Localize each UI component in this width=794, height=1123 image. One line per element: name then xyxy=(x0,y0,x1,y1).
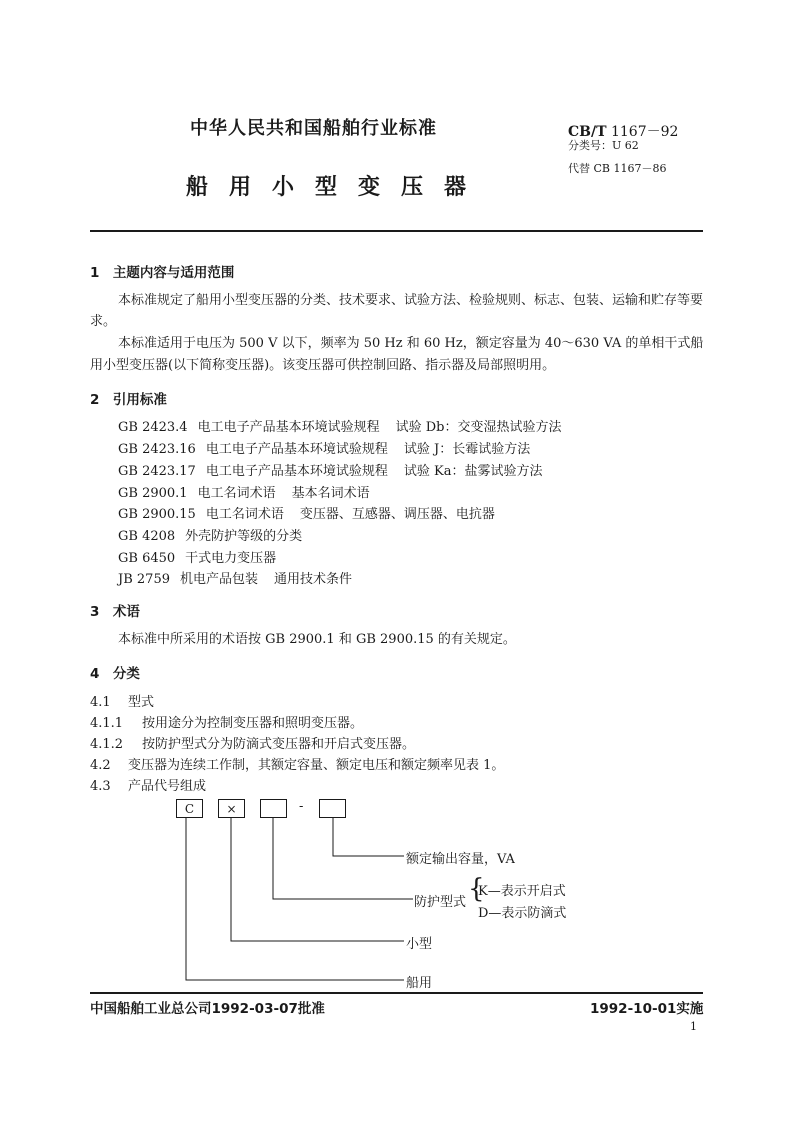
section-2-heading: 2 引用标准 xyxy=(90,392,167,408)
reference-title: 干式电力变压器 xyxy=(185,551,277,566)
clause-text: 型式 xyxy=(128,695,155,710)
standard-category-title: 中华人民共和国船舶行业标准 xyxy=(190,118,437,139)
clause-text: 按用途分为控制变压器和照明变压器。 xyxy=(142,716,364,731)
code-box-small: × xyxy=(218,799,245,818)
clause-number: 4.1.2 xyxy=(90,737,124,752)
reference-code: GB 6450 xyxy=(118,551,176,566)
reference-subtitle: 变压器、互感器、调压器、电抗器 xyxy=(299,507,495,522)
effective-date: 1992-10-01实施 xyxy=(590,1001,704,1017)
code-dash: - xyxy=(299,799,304,814)
clause-number: 4.3 xyxy=(90,779,111,794)
page-number: 1 xyxy=(690,1020,697,1033)
replaces-standard: 代替 CB 1167－86 xyxy=(568,162,667,175)
section-3-para: 本标准中所采用的术语按 GB 2900.1 和 GB 2900.15 的有关规定。 xyxy=(118,632,516,647)
section-4-heading: 4 分类 xyxy=(90,666,140,682)
clause-text: 按防护型式分为防滴式变压器和开启式变压器。 xyxy=(142,737,416,752)
reference-subtitle: 试验 Ka：盐雾试验方法 xyxy=(403,464,543,479)
reference-title: 电工电子产品基本环境试验规程 xyxy=(197,420,380,435)
reference-subtitle: 通用技术条件 xyxy=(274,572,353,587)
reference-code: GB 2900.15 xyxy=(118,507,196,522)
approval-note: 中国船舶工业总公司1992-03-07批准 xyxy=(90,1001,325,1017)
clause-text: 变压器为连续工作制，其额定容量、额定电压和额定频率见表 1。 xyxy=(128,758,505,773)
label-protection-type: 防护型式 xyxy=(414,895,467,910)
reference-subtitle: 试验 Db：交变湿热试验方法 xyxy=(395,420,562,435)
section-1-para1-line1: 本标准规定了船用小型变压器的分类、技术要求、试验方法、检验规则、标志、包装、运输和贮存等要 xyxy=(118,293,704,308)
section-1-para2-line2: 用小型变压器(以下简称变压器)。该变压器可供控制回路、指示器及局部照明用。 xyxy=(90,358,556,373)
label-rated-capacity: 额定输出容量，VA xyxy=(406,852,515,867)
section-1-heading: 1 主题内容与适用范围 xyxy=(90,265,235,281)
section-3-heading: 3 术语 xyxy=(90,604,140,620)
clause-number: 4.1 xyxy=(90,695,111,710)
section-1-para2-line1: 本标准适用于电压为 500 V 以下，频率为 50 Hz 和 60 Hz，额定容量为 40～630 VA 的单相干式船 xyxy=(118,336,704,351)
section-1-para1-line2: 求。 xyxy=(90,314,117,329)
brace-symbol: { xyxy=(468,874,485,904)
option-drip-proof-type: D—表示防滴式 xyxy=(478,906,567,921)
clause-number: 4.2 xyxy=(90,758,111,773)
reference-code: GB 2423.17 xyxy=(118,464,196,479)
standard-code-number: 1167－92 xyxy=(610,124,679,140)
document-title: 船用小型变压器 xyxy=(186,175,488,200)
reference-code: GB 2900.1 xyxy=(118,486,188,501)
label-marine: 船用 xyxy=(406,976,433,991)
footer-divider xyxy=(90,992,703,994)
reference-title: 机电产品包装 xyxy=(179,572,258,587)
reference-code: JB 2759 xyxy=(118,572,170,587)
reference-title: 电工名词术语 xyxy=(205,507,284,522)
reference-subtitle: 试验 J：长霉试验方法 xyxy=(403,442,531,457)
classification-number: 分类号：U 62 xyxy=(568,139,639,152)
reference-title: 外壳防护等级的分类 xyxy=(185,529,303,544)
reference-title: 电工电子产品基本环境试验规程 xyxy=(205,464,388,479)
code-box-ship: C xyxy=(176,799,203,818)
reference-title: 电工电子产品基本环境试验规程 xyxy=(205,442,388,457)
clause-number: 4.1.1 xyxy=(90,716,124,731)
standard-code-prefix: CB/T xyxy=(568,124,607,140)
reference-code: GB 2423.4 xyxy=(118,420,188,435)
clause-text: 产品代号组成 xyxy=(128,779,207,794)
option-open-type: K—表示开启式 xyxy=(478,884,566,899)
reference-code: GB 2423.16 xyxy=(118,442,196,457)
reference-title: 电工名词术语 xyxy=(197,486,276,501)
label-small: 小型 xyxy=(406,937,433,952)
reference-code: GB 4208 xyxy=(118,529,176,544)
reference-subtitle: 基本名词术语 xyxy=(291,486,370,501)
